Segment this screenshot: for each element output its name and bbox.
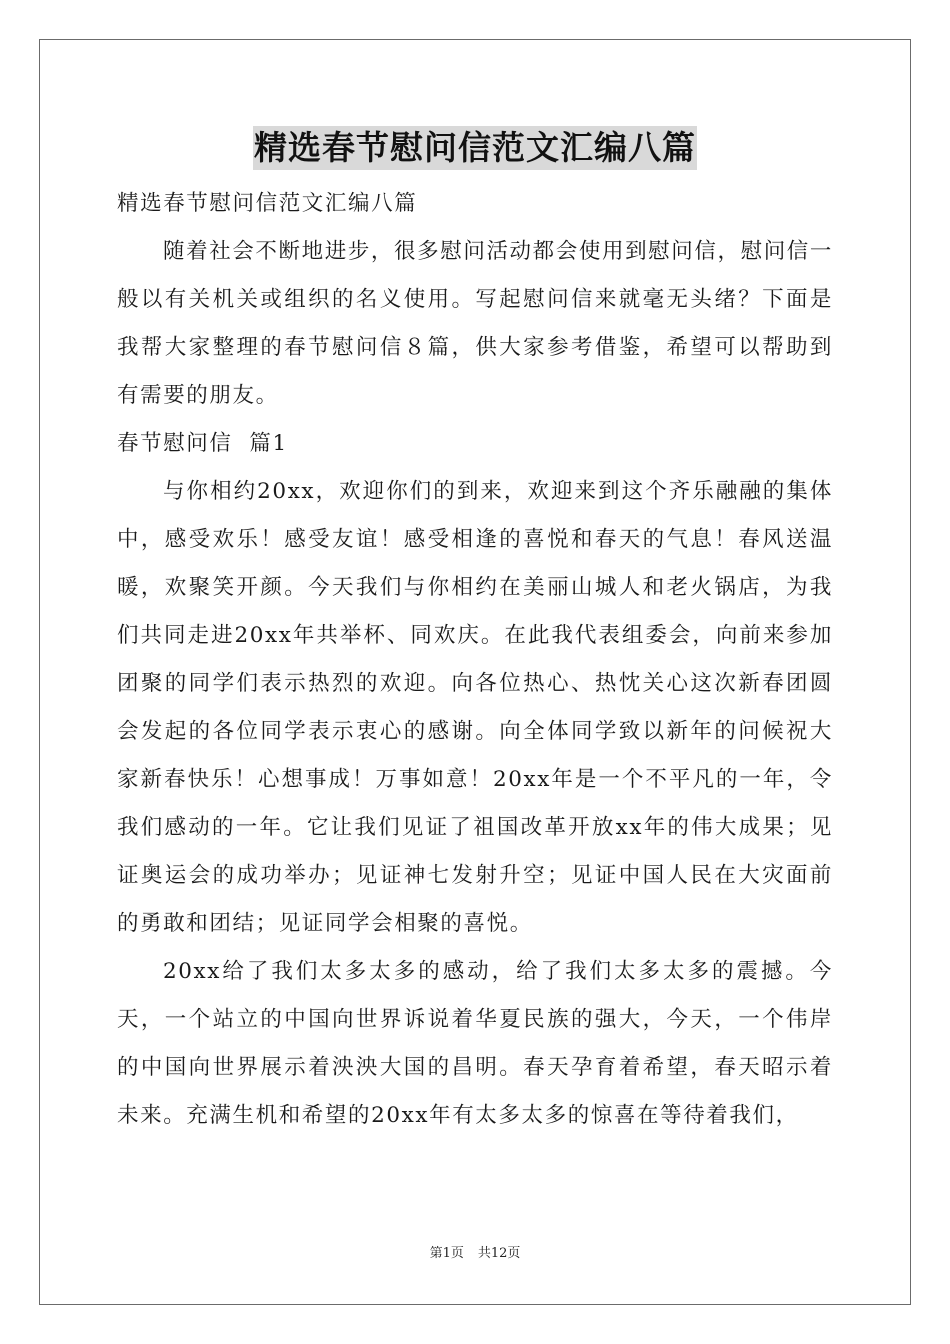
document-body — [117, 180, 833, 1140]
document-subtitle: 精选春节慰问信范文汇编八篇 — [117, 191, 418, 216]
body-paragraph: 20xx给了我们太多太多的感动，给了我们太多太多的震撼。今天，一个站立的中国向世界诉说着华夏民族的强大，今天，一个伟岸的中国向世界展示着泱泱大国的昌明。春天孕育着希望，春天昭示着未来。充满生机和希望的20xx年有太多太多的惊喜在等待着我们， — [117, 959, 833, 1128]
document-title: 精选春节慰问信范文汇编八篇 — [253, 126, 697, 170]
title-container — [0, 126, 950, 170]
page-number-total: 共12页 — [477, 1246, 521, 1261]
page-number-current: 第1页 — [429, 1246, 464, 1261]
page-footer — [0, 1245, 950, 1263]
body-paragraph: 与你相约20xx，欢迎你们的到来，欢迎来到这个齐乐融融的集体中，感受欢乐！感受友谊！感受相逢的喜悦和春天的气息！春风送温暖，欢聚笑开颜。今天我们与你相约在美丽山城人和老火锅店，为我们共同走进20xx年共举杯、同欢庆。在此我代表组委会，向前来参加团聚的同学们表示热烈的欢迎。向各位热心、热忱关心这次新春团圆会发起的各位同学表示衷心的感谢。向全体同学致以新年的问候祝大家新春快乐！心想事成！万事如意！20xx年是一个不平凡的一年，令我们感动的一年。它让我们见证了祖国改革开放xx年的伟大成果；见证奥运会的成功举办；见证神七发射升空；见证中国人民在大灾面前的勇敢和团结；见证同学会相聚的喜悦。 — [117, 479, 833, 936]
intro-paragraph: 随着社会不断地进步，很多慰问活动都会使用到慰问信，慰问信一般以有关机关或组织的名义使用。写起慰问信来就毫无头绪？下面是我帮大家整理的春节慰问信８篇，供大家参考借鉴，希望可以帮助到有需要的朋友。 — [117, 239, 833, 408]
section-heading: 春节慰问信 篇1 — [117, 431, 288, 456]
